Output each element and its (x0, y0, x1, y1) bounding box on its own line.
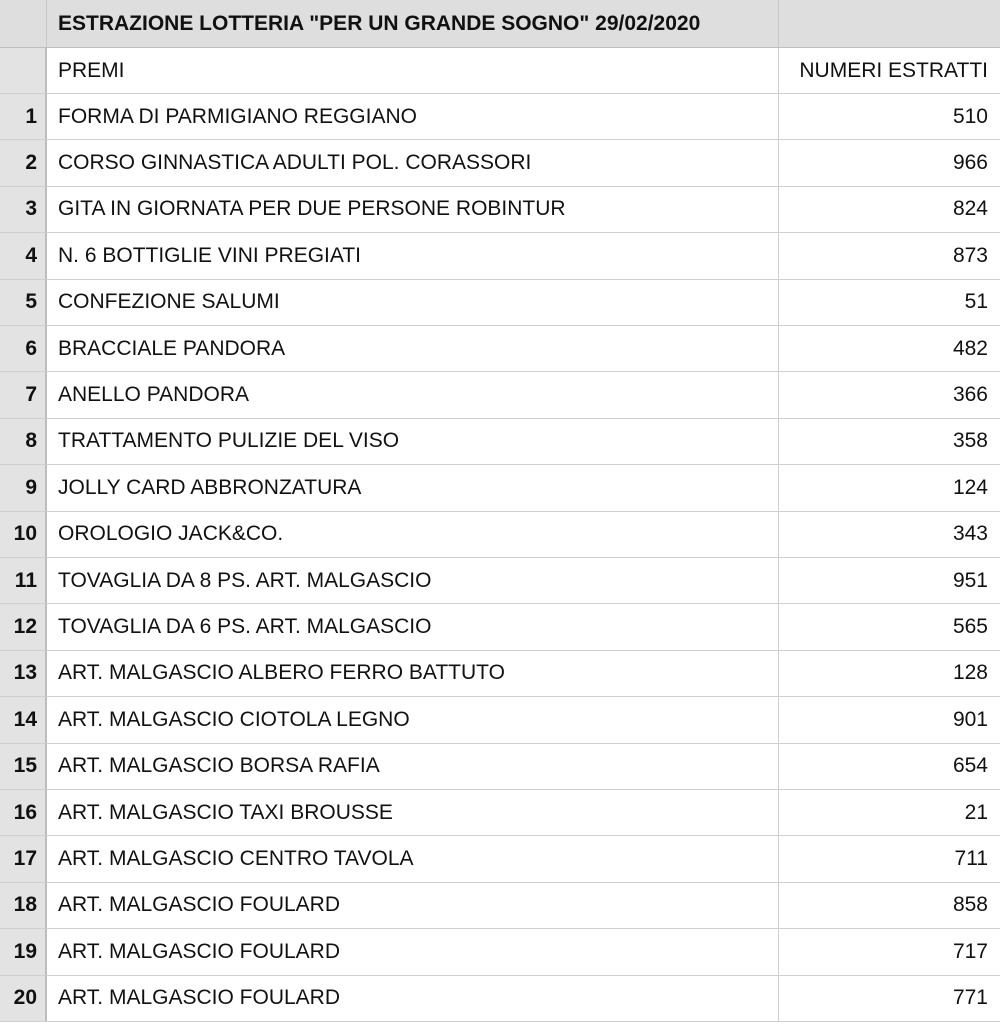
column-header-prizes[interactable]: PREMI (47, 48, 779, 93)
prize-cell[interactable]: ART. MALGASCIO BORSA RAFIA (47, 744, 779, 789)
prize-cell[interactable]: GITA IN GIORNATA PER DUE PERSONE ROBINTUR (47, 187, 779, 232)
table-row (0, 280, 1000, 326)
drawn-number-cell[interactable]: 771 (952, 986, 988, 1010)
title-row (0, 0, 1000, 48)
drawn-number-cell[interactable]: 510 (952, 104, 988, 128)
row-number[interactable]: 7 (0, 372, 47, 417)
drawn-number-cell[interactable]: 858 (952, 893, 988, 917)
table-row (0, 790, 1000, 836)
drawn-number-cell[interactable]: 124 (952, 475, 988, 499)
table-row (0, 697, 1000, 743)
row-number[interactable]: 6 (0, 326, 47, 371)
table-row (0, 419, 1000, 465)
drawn-number-cell[interactable]: 128 (952, 661, 988, 685)
table-title[interactable]: ESTRAZIONE LOTTERIA "PER UN GRANDE SOGNO" 29/02/2020 (47, 0, 779, 47)
prize-cell[interactable]: ART. MALGASCIO FOULARD (47, 883, 779, 928)
drawn-number-cell[interactable]: 951 (952, 568, 988, 592)
row-number[interactable]: 12 (0, 604, 47, 649)
row-header-corner[interactable] (0, 0, 47, 47)
drawn-number-cell[interactable]: 873 (952, 243, 988, 267)
row-number[interactable]: 19 (0, 929, 47, 974)
row-number[interactable]: 1 (0, 94, 47, 139)
prize-cell[interactable]: FORMA DI PARMIGIANO REGGIANO (47, 94, 779, 139)
drawn-number-cell[interactable]: 366 (952, 383, 988, 407)
table-row (0, 558, 1000, 604)
drawn-number-cell[interactable]: 717 (952, 939, 988, 963)
drawn-number-cell[interactable]: 482 (952, 336, 988, 360)
row-number[interactable]: 10 (0, 512, 47, 557)
drawn-number-cell[interactable]: 51 (964, 290, 988, 314)
drawn-number-cell[interactable]: 21 (964, 800, 988, 824)
row-number[interactable]: 13 (0, 651, 47, 696)
prize-cell[interactable]: OROLOGIO JACK&CO. (47, 512, 779, 557)
row-header-blank[interactable] (0, 48, 47, 93)
column-header-row (0, 48, 1000, 94)
table-row (0, 94, 1000, 140)
prize-cell[interactable]: ART. MALGASCIO CIOTOLA LEGNO (47, 697, 779, 742)
prize-cell[interactable]: N. 6 BOTTIGLIE VINI PREGIATI (47, 233, 779, 278)
prize-cell[interactable]: ART. MALGASCIO TAXI BROUSSE (47, 790, 779, 835)
row-number[interactable]: 9 (0, 465, 47, 510)
prize-cell[interactable]: ART. MALGASCIO FOULARD (47, 976, 779, 1021)
row-number[interactable]: 20 (0, 976, 47, 1021)
drawn-number-cell[interactable]: 343 (952, 522, 988, 546)
row-number[interactable]: 17 (0, 836, 47, 881)
prize-cell[interactable]: CONFEZIONE SALUMI (47, 280, 779, 325)
table-row (0, 140, 1000, 186)
drawn-number-cell[interactable]: 711 (954, 847, 988, 871)
title-empty-cell[interactable] (779, 0, 1000, 47)
table-row (0, 604, 1000, 650)
table-row (0, 372, 1000, 418)
drawn-number-cell[interactable]: 358 (952, 429, 988, 453)
table-row (0, 233, 1000, 279)
table-row (0, 187, 1000, 233)
prize-cell[interactable]: TRATTAMENTO PULIZIE DEL VISO (47, 419, 779, 464)
table-row (0, 326, 1000, 372)
table-row (0, 465, 1000, 511)
row-number[interactable]: 11 (0, 558, 47, 603)
drawn-number-cell[interactable]: 824 (952, 197, 988, 221)
row-number[interactable]: 5 (0, 280, 47, 325)
drawn-number-cell[interactable]: 901 (952, 707, 988, 731)
table-row (0, 512, 1000, 558)
row-number[interactable]: 14 (0, 697, 47, 742)
row-number[interactable]: 16 (0, 790, 47, 835)
table-row (0, 883, 1000, 929)
row-number[interactable]: 2 (0, 140, 47, 185)
table-row (0, 836, 1000, 882)
table-row (0, 744, 1000, 790)
prize-cell[interactable]: ART. MALGASCIO ALBERO FERRO BATTUTO (47, 651, 779, 696)
row-number[interactable]: 18 (0, 883, 47, 928)
prize-cell[interactable]: ANELLO PANDORA (47, 372, 779, 417)
drawn-number-cell[interactable]: 966 (952, 151, 988, 175)
prize-cell[interactable]: JOLLY CARD ABBRONZATURA (47, 465, 779, 510)
table-row (0, 976, 1000, 1022)
row-number[interactable]: 3 (0, 187, 47, 232)
row-number[interactable]: 4 (0, 233, 47, 278)
table-row (0, 929, 1000, 975)
prize-cell[interactable]: TOVAGLIA DA 8 PS. ART. MALGASCIO (47, 558, 779, 603)
prize-cell[interactable]: BRACCIALE PANDORA (47, 326, 779, 371)
column-header-numbers[interactable]: NUMERI ESTRATTI (799, 58, 988, 82)
prize-cell[interactable]: TOVAGLIA DA 6 PS. ART. MALGASCIO (47, 604, 779, 649)
prize-cell[interactable]: CORSO GINNASTICA ADULTI POL. CORASSORI (47, 140, 779, 185)
drawn-number-cell[interactable]: 565 (952, 615, 988, 639)
prize-cell[interactable]: ART. MALGASCIO FOULARD (47, 929, 779, 974)
drawn-number-cell[interactable]: 654 (952, 754, 988, 778)
prize-cell[interactable]: ART. MALGASCIO CENTRO TAVOLA (47, 836, 779, 881)
table-row (0, 651, 1000, 697)
row-number[interactable]: 15 (0, 744, 47, 789)
row-number[interactable]: 8 (0, 419, 47, 464)
